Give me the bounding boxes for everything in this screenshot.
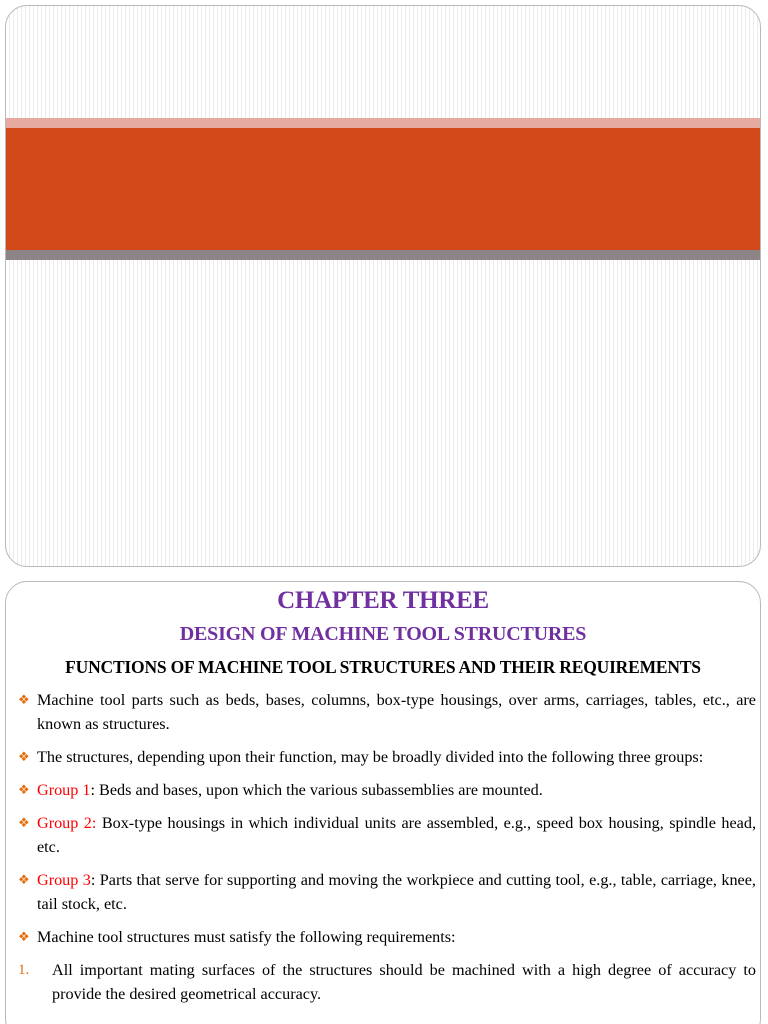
diamond-bullet-icon: ❖ — [18, 782, 30, 797]
bullet-text: Box-type housings in which individual units are assembled, e.g., speed box housing, spindle head, etc. — [37, 814, 756, 856]
bullet-item — [18, 868, 756, 916]
diamond-bullet-icon: ❖ — [18, 872, 30, 887]
bullet-text: Machine tool structures must satisfy the following requirements: — [37, 928, 456, 946]
diamond-bullet-icon: ❖ — [18, 815, 30, 830]
bullet-item — [18, 745, 756, 769]
list-number: 1. — [18, 962, 30, 978]
diamond-bullet-icon: ❖ — [18, 692, 30, 707]
bullet-item — [18, 778, 756, 802]
title-slide — [5, 5, 761, 567]
content-slide — [5, 581, 761, 1024]
bullet-item — [18, 925, 756, 949]
section-heading: FUNCTIONS OF MACHINE TOOL STRUCTURES AND THEIR REQUIREMENTS — [65, 657, 701, 677]
group-label: Group 2: — [37, 814, 97, 832]
chapter-subtitle: DESIGN OF MACHINE TOOL STRUCTURES — [179, 623, 587, 645]
group-label: Group 1 — [37, 781, 91, 799]
chapter-title: CHAPTER THREE — [277, 587, 489, 614]
numbered-text: All important mating surfaces of the structures should be machined with a high degree of accuracy to provide the desired geometrical accuracy. — [52, 961, 756, 1003]
bullet-text: : Parts that serve for supporting and moving the workpiece and cutting tool, e.g., table, carriage, knee, tail stock, etc. — [37, 871, 756, 913]
slide-body — [18, 688, 756, 1015]
bullet-text: : Beds and bases, upon which the various subassemblies are mounted. — [90, 781, 543, 799]
bullet-text: The structures, depending upon their function, may be broadly divided into the following three groups: — [37, 748, 704, 766]
accent-band-light — [6, 118, 760, 128]
bullet-item — [18, 811, 756, 859]
diamond-bullet-icon: ❖ — [18, 929, 30, 944]
numbered-item — [18, 958, 756, 1006]
bullet-item — [18, 688, 756, 736]
group-label: Group 3 — [37, 871, 91, 889]
accent-band-grey — [6, 250, 760, 260]
accent-band-main — [6, 128, 760, 250]
bullet-text: Machine tool parts such as beds, bases, columns, box-type housings, over arms, carriages, tables, etc., are known as structures. — [37, 691, 756, 733]
diamond-bullet-icon: ❖ — [18, 749, 30, 764]
